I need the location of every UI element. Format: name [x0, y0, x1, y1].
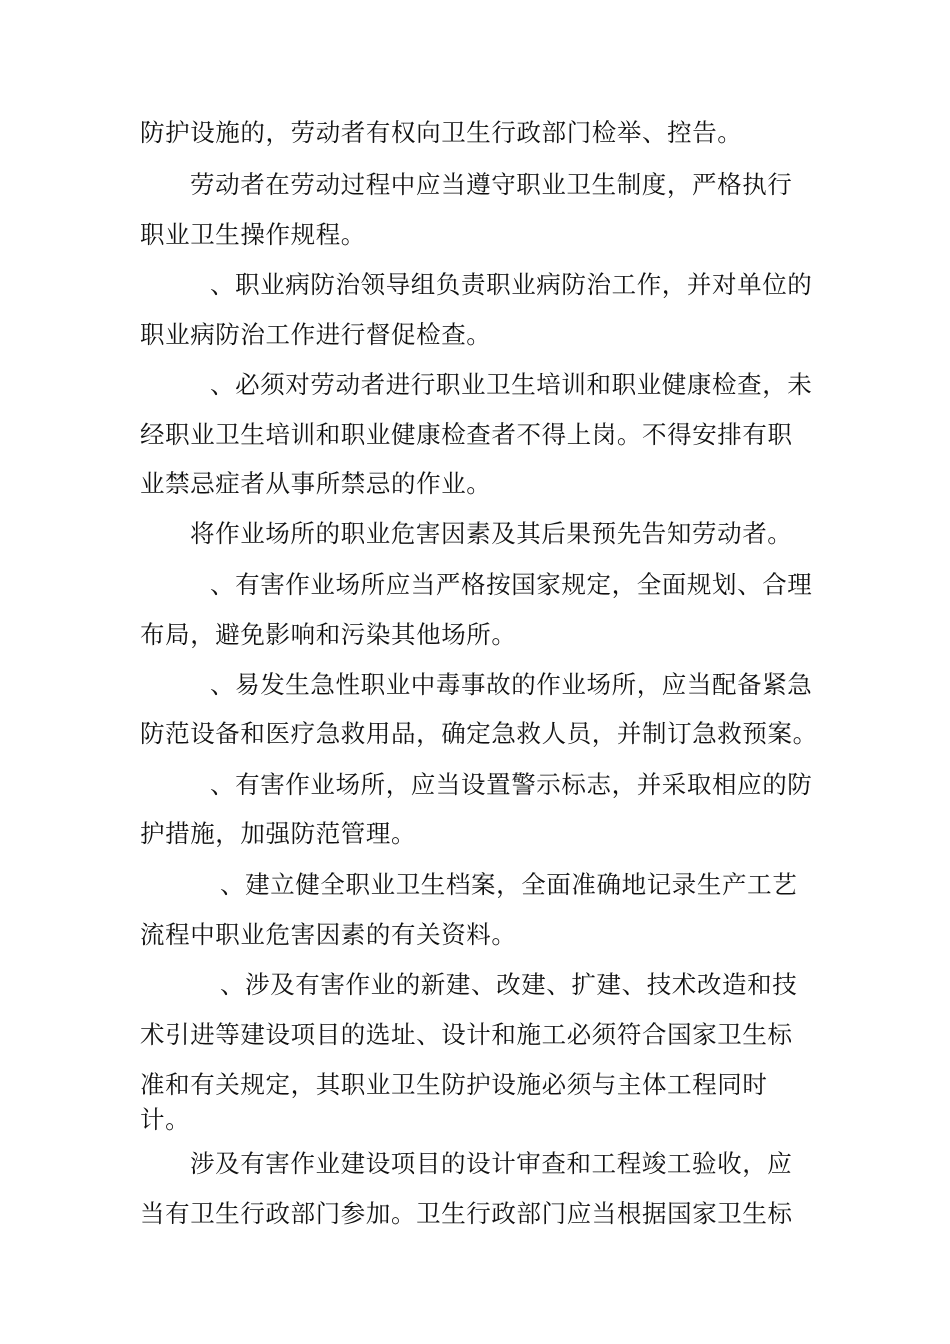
text-line: 计。	[140, 1105, 191, 1134]
text-line: 防护设施的，劳动者有权向卫生行政部门检举、控告。	[140, 118, 743, 147]
text-line: 流程中职业危害因素的有关资料。	[140, 920, 517, 949]
text-line: 将作业场所的职业危害因素及其后果预先告知劳动者。	[190, 519, 793, 548]
text-line: 职业病防治工作进行督促检查。	[140, 320, 492, 349]
text-line: 涉及有害作业建设项目的设计审查和工程竣工验收，应	[190, 1149, 793, 1178]
text-line: 、易发生急性职业中毒事故的作业场所，应当配备紧急	[210, 670, 813, 699]
text-line: 、有害作业场所，应当设置警示标志，并采取相应的防	[210, 770, 813, 799]
text-line: 、必须对劳动者进行职业卫生培训和职业健康检查，未	[210, 370, 813, 399]
text-line: 护措施，加强防范管理。	[140, 819, 417, 848]
text-line: 、涉及有害作业的新建、改建、扩建、技术改造和技	[220, 970, 798, 999]
text-line: 、有害作业场所应当严格按国家规定，全面规划、合理	[210, 570, 813, 599]
text-line: 职业卫生操作规程。	[140, 220, 366, 249]
text-line: 防范设备和医疗急救用品，确定急救人员，并制订急救预案。	[140, 719, 818, 748]
text-line: 经职业卫生培训和职业健康检查者不得上岗。不得安排有职	[140, 420, 793, 449]
text-line: 布局，避免影响和污染其他场所。	[140, 620, 517, 649]
text-line: 、职业病防治领导组负责职业病防治工作，并对单位的	[210, 270, 813, 299]
text-line: 业禁忌症者从事所禁忌的作业。	[140, 469, 492, 498]
text-line: 术引进等建设项目的选址、设计和施工必须符合国家卫生标	[140, 1020, 793, 1049]
text-line: 、建立健全职业卫生档案，全面准确地记录生产工艺	[220, 870, 798, 899]
text-line: 劳动者在劳动过程中应当遵守职业卫生制度，严格执行	[190, 170, 793, 199]
text-line: 准和有关规定，其职业卫生防护设施必须与主体工程同时	[140, 1070, 768, 1099]
text-line: 当有卫生行政部门参加。卫生行政部门应当根据国家卫生标	[140, 1199, 793, 1228]
